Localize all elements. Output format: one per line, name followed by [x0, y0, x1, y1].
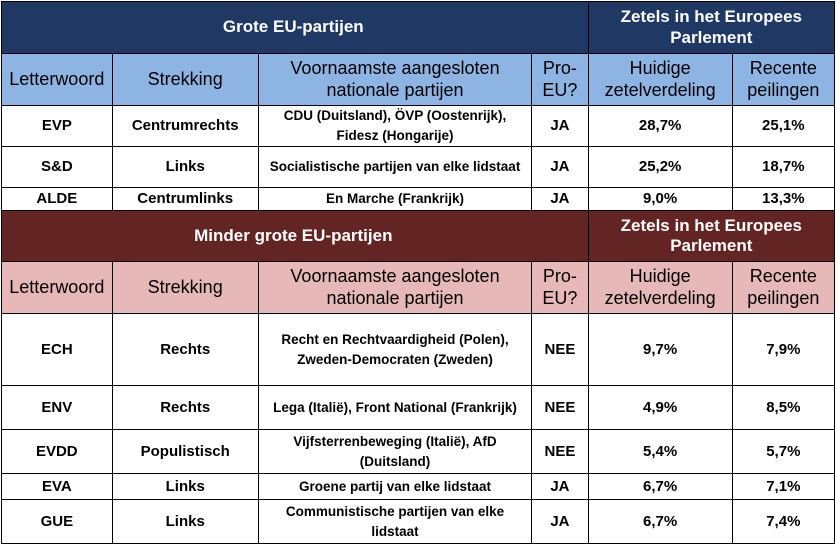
current-seats-cell: 28,7% [588, 106, 732, 147]
col-acronym-header: Letterwoord [2, 262, 113, 314]
acronym-cell: S&D [2, 147, 113, 188]
polls-cell: 25,1% [732, 106, 834, 147]
acronym-cell: ALDE [2, 188, 113, 211]
col-polls-header: Recente peilingen [732, 262, 834, 314]
acronym-cell: GUE [2, 500, 113, 544]
orientation-cell: Links [112, 147, 258, 188]
current-seats-cell: 9,7% [588, 314, 732, 386]
pro-eu-cell: JA [532, 474, 588, 500]
polls-cell: 7,4% [732, 500, 834, 544]
current-seats-cell: 4,9% [588, 386, 732, 430]
table-row [2, 386, 835, 430]
small-parties-title: Minder grote EU-partijen [2, 211, 589, 262]
small-seats-title: Zetels in het Europees Parlement [588, 211, 834, 262]
small-parties-header-row [2, 211, 835, 262]
acronym-cell: EVA [2, 474, 113, 500]
col-orientation-header: Strekking [112, 54, 258, 106]
col-pro-eu-header: Pro-EU? [532, 262, 588, 314]
acronym-cell: ENV [2, 386, 113, 430]
orientation-cell: Centrumrechts [112, 106, 258, 147]
col-orientation-header: Strekking [112, 262, 258, 314]
orientation-cell: Links [112, 500, 258, 544]
col-parties-header: Voornaamste aangesloten nationale partijen [258, 262, 531, 314]
table-row [2, 106, 835, 147]
eu-parties-table [1, 1, 835, 544]
orientation-cell: Links [112, 474, 258, 500]
orientation-cell: Populistisch [112, 430, 258, 474]
table-row [2, 188, 835, 211]
parties-cell: CDU (Duitsland), ÖVP (Oostenrijk), Fidesz (Hongarije) [258, 106, 531, 147]
acronym-cell: EVP [2, 106, 113, 147]
parties-cell: Communistische partijen van elke lidstaat [258, 500, 531, 544]
pro-eu-cell: NEE [532, 430, 588, 474]
col-parties-header: Voornaamste aangesloten nationale partijen [258, 54, 531, 106]
polls-cell: 13,3% [732, 188, 834, 211]
current-seats-cell: 6,7% [588, 474, 732, 500]
parties-cell: Socialistische partijen van elke lidstaat [258, 147, 531, 188]
pro-eu-cell: NEE [532, 314, 588, 386]
pro-eu-cell: JA [532, 147, 588, 188]
col-current-header: Huidige zetelverdeling [588, 262, 732, 314]
pro-eu-cell: NEE [532, 386, 588, 430]
current-seats-cell: 25,2% [588, 147, 732, 188]
pro-eu-cell: JA [532, 106, 588, 147]
parties-cell: En Marche (Frankrijk) [258, 188, 531, 211]
polls-cell: 7,9% [732, 314, 834, 386]
orientation-cell: Rechts [112, 314, 258, 386]
big-column-header-row [2, 54, 835, 106]
parties-cell: Vijfsterrenbeweging (Italië), AfD (Duitsland) [258, 430, 531, 474]
orientation-cell: Rechts [112, 386, 258, 430]
table-row [2, 314, 835, 386]
current-seats-cell: 5,4% [588, 430, 732, 474]
polls-cell: 18,7% [732, 147, 834, 188]
big-parties-header-row [2, 2, 835, 54]
parties-cell: Lega (Italië), Front National (Frankrijk) [258, 386, 531, 430]
big-seats-title: Zetels in het Europees Parlement [588, 2, 834, 54]
col-acronym-header: Letterwoord [2, 54, 113, 106]
small-column-header-row [2, 262, 835, 314]
polls-cell: 5,7% [732, 430, 834, 474]
parties-cell: Recht en Rechtvaardigheid (Polen), Zweden-Democraten (Zweden) [258, 314, 531, 386]
orientation-cell: Centrumlinks [112, 188, 258, 211]
polls-cell: 8,5% [732, 386, 834, 430]
acronym-cell: EVDD [2, 430, 113, 474]
current-seats-cell: 6,7% [588, 500, 732, 544]
acronym-cell: ECH [2, 314, 113, 386]
table-row [2, 430, 835, 474]
col-polls-header: Recente peilingen [732, 54, 834, 106]
table-row [2, 474, 835, 500]
table-row [2, 500, 835, 544]
pro-eu-cell: JA [532, 188, 588, 211]
current-seats-cell: 9,0% [588, 188, 732, 211]
table-row [2, 147, 835, 188]
polls-cell: 7,1% [732, 474, 834, 500]
pro-eu-cell: JA [532, 500, 588, 544]
big-parties-title: Grote EU-partijen [2, 2, 589, 54]
col-pro-eu-header: Pro-EU? [532, 54, 588, 106]
col-current-header: Huidige zetelverdeling [588, 54, 732, 106]
parties-cell: Groene partij van elke lidstaat [258, 474, 531, 500]
